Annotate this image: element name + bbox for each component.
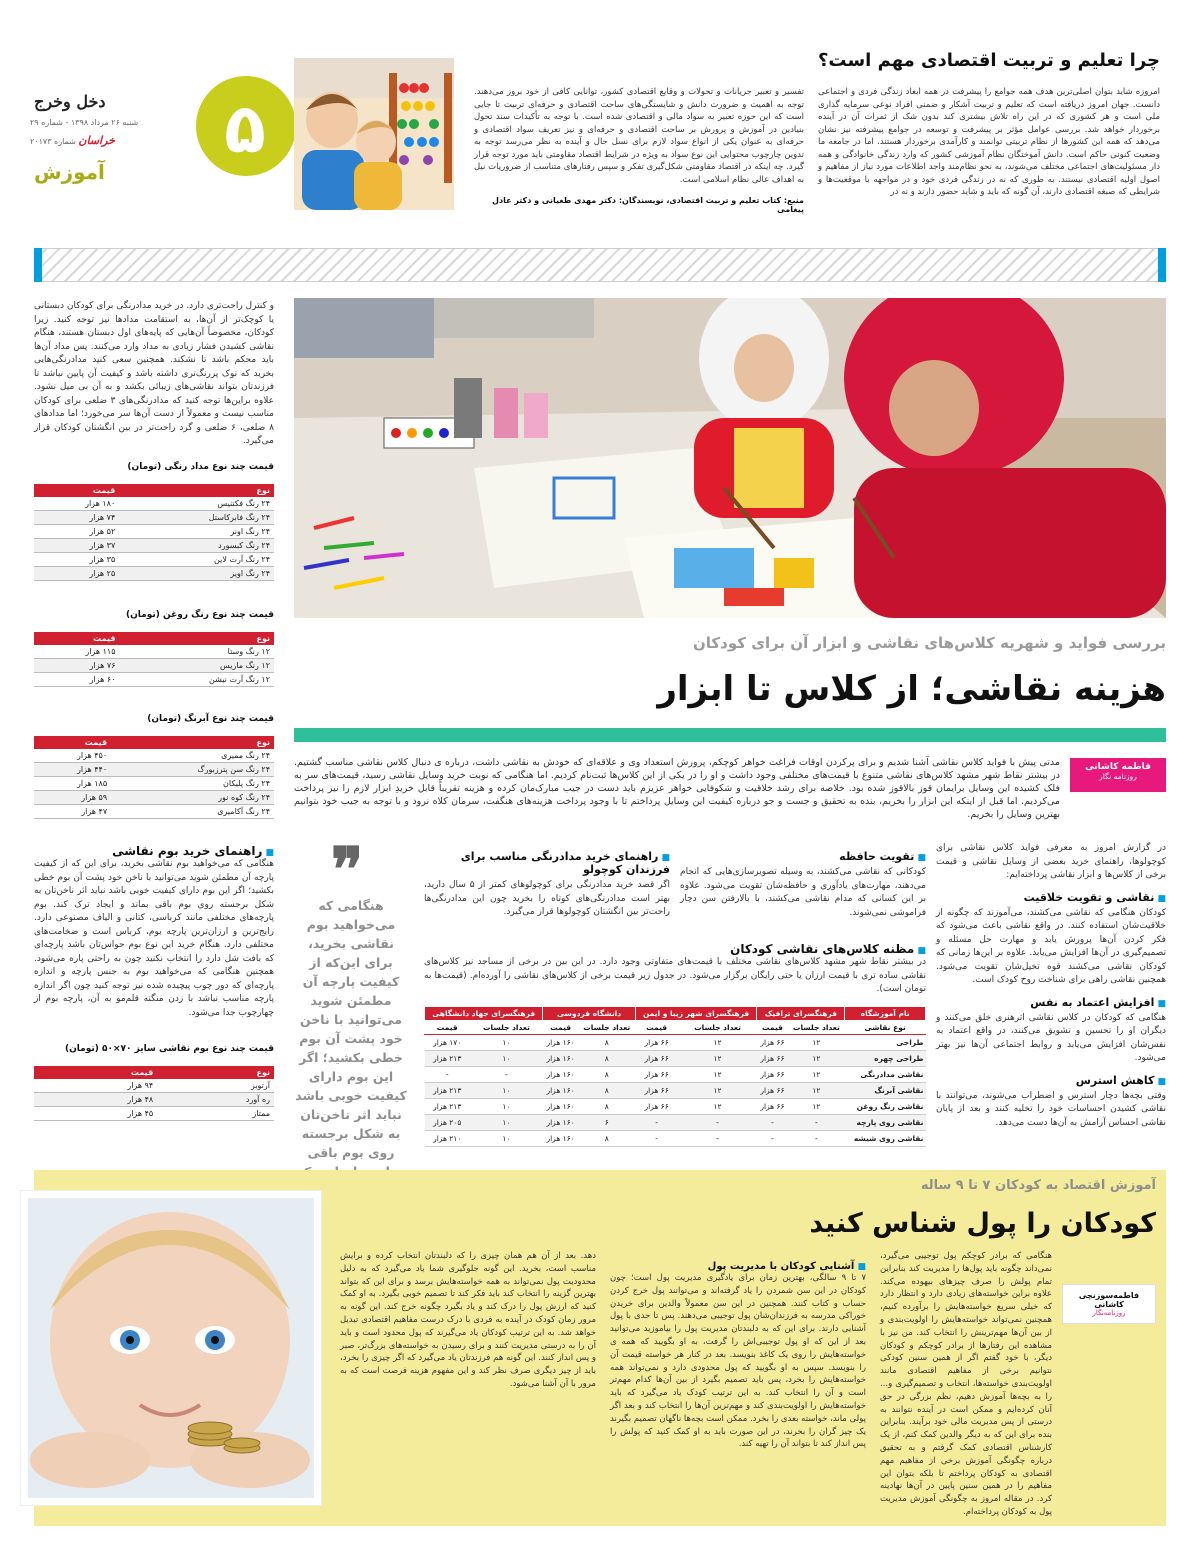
table-cell: -: [757, 1115, 788, 1131]
table-cell: -: [678, 1131, 757, 1147]
column-header: تعداد جلسات: [678, 1021, 757, 1035]
table-cell: -: [425, 1067, 470, 1083]
table-cell: ۱۶۰ هزار: [543, 1131, 578, 1147]
table-cell: -: [757, 1131, 788, 1147]
table-row: [425, 1051, 926, 1067]
table-row: [34, 553, 274, 567]
table-cell: طراحی: [845, 1035, 926, 1051]
table-cell: ۲۵ هزار: [34, 567, 119, 581]
table-cell: -: [470, 1067, 543, 1083]
table-cell: ۲۴ رنگ کبسورد: [119, 539, 274, 553]
section-title: آموزش: [34, 160, 105, 184]
table-cell: ۱۶۰ هزار: [543, 1067, 578, 1083]
column-header: تعداد جلسات: [470, 1021, 543, 1035]
subheading: ■ افزایش اعتماد به نفس: [936, 996, 1166, 1009]
table-cell: ۲۱۰ هزار: [425, 1131, 470, 1147]
table-row: [34, 763, 274, 777]
main-title: هزینه نقاشی؛ از کلاس تا ابزار: [657, 669, 1166, 709]
canvas-table-wrap: [34, 1066, 274, 1121]
paragraph: در گزارش امروز به معرفی فواید کلاس نقاشی برای کوچولوها، راهنمای خرید بعضی از وسایل نقاشی و قیمت برخی از کلاس‌ها و ابزار نقاشی پرداخته‌ایم:: [936, 843, 1166, 880]
paragraph: هنگامی که کودکان در کلاس نقاشی اثرهنری خلق می‌کنند و دیگران او را تحسین و تشویق می‌کنند، در واقع اعتماد به نفس‌شان افزایش می‌یابد و روابط اجتماعی آن‌ها نیز بهتر می‌شود.: [936, 1012, 1166, 1063]
column-group-header: فرهنگسرای جهاد دانشگاهی: [425, 1007, 543, 1021]
table-cell: نقاشی رنگ روغن: [845, 1099, 926, 1115]
watercolor-table: [34, 736, 274, 819]
table-row: [425, 1115, 926, 1131]
main-col-right: [936, 842, 1166, 1130]
table-cell: ۱۸۵ هزار: [34, 777, 111, 791]
paragraph: وقتی بچه‌ها دچار استرس و اضطراب می‌شوند، می‌توانند با نقاشی کشیدن احساسات خود را تخلیه کنند و بعد از پایان نقاشی احساس آرامش به آن‌ها دست می‌دهد.: [936, 1090, 1166, 1128]
canvas-heading: [34, 840, 274, 859]
bottom-author-role: روزنامه‌نگار: [1092, 1309, 1126, 1317]
table-cell: طراحی چهره: [845, 1051, 926, 1067]
table-cell: ۱۲: [788, 1099, 845, 1115]
table-row: [34, 1107, 274, 1121]
table-cell: ۲۴ رنگ فکتنیس: [119, 497, 274, 511]
table-cell: ۷۶ هزار: [34, 659, 119, 673]
table-cell: ۲۴ رنگ ممیری: [111, 749, 274, 763]
table-row: [425, 1067, 926, 1083]
watercolor-table-wrap: [34, 736, 274, 819]
table-cell: ۱۲: [788, 1051, 845, 1067]
bottom-kicker: آموزش اقتصاد به کودکان ۷ تا ۹ ساله: [920, 1178, 1156, 1193]
table-cell: ۱۸۰ هزار: [34, 497, 119, 511]
table-cell: ۱۲: [678, 1035, 757, 1051]
table-row: [34, 791, 274, 805]
table-cell: ۲۴ رنگ آرت لاین: [119, 553, 274, 567]
pull-quote: هنگامی که می‌خواهید بوم نقاشی بخرید، برای این‌که از کیفیت پارچه آن مطمئن شوید می‌توانید با ناخن خود پشت آن بوم خطی بکشید؛ اگر این بوم دارای کیفیت خوبی باشد نباید اثر ناخن‌تان به شکل برجسته روی بوم باقی: [295, 898, 407, 1160]
column-group-header: فرهنگسرای ترافیک: [757, 1007, 845, 1021]
table-cell: ۱۲: [788, 1067, 845, 1083]
table-cell: آرتوبز: [157, 1079, 274, 1093]
bottom-col3: دهد. بعد از آن هم همان چیزی را که دلبندتان انتخاب کرده و برایش مناسب است، بخرید. این گونه جلوگیری شما یاد می‌گیرد که به دلیل محدودیت پول نمی‌تواند به همه خواسته‌هایش برسد و برای این که بتواند بهترین گزینه را انتخاب کند باید فکر کند تا تصمیم خوبی بگیرد. به او کمک کنید که ارزش پول را درک کند و یاد بگیرد چگونه خرج کند. این گونه به مرور زمان کودک در آینده به فردی با درک درست مفاهیم اقتصادی تبدیل خواهد شد. به این ترتیب کودکان یاد می‌گیرند که پول محدود است و باید آن را به درستی مدیریت کنند و برای رسیدن به خواسته‌های بزرگ‌تر، صبر و پس انداز کنند. این گونه هم فرزندتان یاد می‌گیرد که اگر چیزی را بخرد، باید از چیز دیگری صرف نظر کند و این مفهوم هزینه فرصت است که به مرور با آن آشنا می‌شود.: [340, 1251, 596, 1389]
main-kicker: بررسی فواید و شهریه کلاس‌های نقاشی و ابزار آن برای کودکان: [692, 634, 1166, 652]
teal-rule: [294, 728, 1166, 742]
table-row: [34, 567, 274, 581]
paper-number-text: شماره ۲۰۱۷۳: [30, 137, 76, 146]
pencil-col-price: قیمت: [34, 484, 119, 497]
table-cell: ۵۲ هزار: [34, 525, 119, 539]
table-row: [34, 805, 274, 819]
canvas-table-title: قیمت چند نوع بوم نقاشی سایز ۷۰×۵۰ (تومان): [64, 1044, 274, 1054]
table-cell: ۸: [578, 1067, 635, 1083]
table-cell: ۱۶۰ هزار: [543, 1051, 578, 1067]
canvas-table: [34, 1066, 274, 1121]
classes-intro: در بیشتر نقاط شهر مشهد کلاس‌های نقاشی مختلف با قیمت‌های متفاوتی وجود دارد. در این بین در برخی از مساجد نیز کلاس‌های نقاشی ساده تری با قیمت ارزان یا حتی رایگان برگزار می‌شود. در جدول زیر قیمت برخی از کلاس‌های نقاشی را آورده‌ام. (قیمت‌ها به تومان است).: [424, 957, 926, 994]
canvas-col-price: قیمت: [34, 1066, 157, 1079]
column-header: قیمت: [425, 1021, 470, 1035]
top-article-title: چرا تعلیم و تربیت اقتصادی مهم است؟: [817, 50, 1160, 71]
top-article-source: منبع: کتاب تعلیم و تربیت اقتصادی، نویسندگان: دکتر مهدی طغیانی و دکتر عادل پیغامی: [492, 196, 804, 214]
table-cell: ۱۲: [788, 1035, 845, 1051]
oil-col-price: قیمت: [34, 632, 119, 645]
bottom-col2: ۷ تا ۹ سالگی، بهترین زمان برای یادگیری مدیریت پول است؛ چون کودکان در این سن شمردن را یاد گرفته‌اند و می‌توانند پول خرج کردن حساب و کتاب کنند. همچنین در این سن معمولاً والدین برای خریدن خوراکی مدرسه به فرزندان‌شان پول توجیبی می‌دهند. پس تا حدی با پول آشنایی دارند. برای این که به دلبندتان مدیریت پول را بیاموزید می‌توانید بعد از این که او پول توجیبی‌اش را گرفت، به او بگویید که همه ی خواسته‌هایش را روی یک کاغذ بنویسد. بعد در کنار هر خواسته قیمت آن را بنویسد. سپس به او بگویید که پول محدودی دارد و نمی‌تواند همه خواسته‌هایش را بخرد، پس باید تصمیم بگیرد از بین آن‌ها کدام مهم‌تر است و آن را انتخاب کند. به این ترتیب کودک یاد می‌گیرد که باید خواسته‌هایش را اولویت‌بندی کند و مهم‌ترین آن‌ها را انتخاب کند و بعد اگر پولی ماند، خواسته بعدی را بخرد. ممکن است بچه‌ها ناگهان تصمیم بگیرند یک چیز گران را بخرند، در این صورت باید به او کمک کنید که پولش را پس انداز کند تا بتواند آن را تهیه کند.: [610, 1273, 867, 1450]
table-cell: ۴۵ هزار: [34, 1107, 157, 1121]
table-cell: ۱۰: [470, 1035, 543, 1051]
table-cell: -: [635, 1115, 678, 1131]
pencil-table-wrap: [34, 484, 274, 581]
column-header: قیمت: [757, 1021, 788, 1035]
table-cell: ۵۹ هزار: [34, 791, 111, 805]
canvas-heading-text: ■ راهنمای خرید بوم نقاشی: [112, 844, 274, 858]
oil-col-type: نوع: [119, 632, 274, 645]
table-cell: ۱۲: [678, 1051, 757, 1067]
left-intro: و کنترل راحت‌تری دارد. در خرید مدادرنگی برای کودکان دبستانی یا کوچک‌تر از آن‌ها، به استقامت مدادها نیز توجه کنید. زیرا کودکان، مخصوصاً آن‌هایی که پایه‌های اول دبستان هستند، هنگام نقاشی کشیدن فشار زیادی به مداد وارد می‌کنند. پس مداد آن‌ها باید محکم باشد تا نشکند. همچنین سعی کنید مدادرنگی‌هایی بخرید که نوک پررنگ‌تری داشته باشد و کیفیت آن پایین نباشد تا فرزندتان بتواند نقاشی‌های زیبائی بکشد و به آن بی میل نشود. علاوه براین‌ها توجه کنید که مدادرنگی‌های ۳ ضلعی برای کودکان مناسب نیست و معمولاً از دست آن‌ها سر می‌خورد؛ اما مدادهای ۸ ضلعی، ۶ ضلعی و گرد راحت‌تر در بین انگشتان کودکان قرار می‌گیرد.: [34, 301, 274, 446]
paper-number: [30, 134, 180, 147]
column-header: تعداد جلسات: [578, 1021, 635, 1035]
table-row: [34, 511, 274, 525]
issue-date: شنبه ۲۶ مرداد ۱۳۹۸ - شماره ۲۹: [30, 118, 139, 127]
watercolor-col-price: قیمت: [34, 736, 111, 749]
table-cell: ۶: [578, 1115, 635, 1131]
subheading: ■ نقاشی و تقویت خلاقیت: [936, 891, 1166, 904]
table-cell: ۱۲: [678, 1067, 757, 1083]
table-cell: ۱۰: [470, 1083, 543, 1099]
table-cell: ۲۴ رنگ اویز: [119, 567, 274, 581]
table-cell: ۸: [578, 1131, 635, 1147]
table-row: [34, 525, 274, 539]
table-cell: ۱۲: [788, 1083, 845, 1099]
classes-table: [424, 1006, 926, 1147]
watercolor-col-type: نوع: [111, 736, 274, 749]
table-row: [34, 539, 274, 553]
author-box: [1070, 758, 1166, 792]
classes-heading-text: ■ مظنه کلاس‌های نقاشی کودکان: [730, 942, 926, 956]
table-cell: ۲۰۵ هزار: [425, 1115, 470, 1131]
table-cell: ۱۲ رنگ آرت نیشن: [119, 673, 274, 687]
table-cell: ۶۶ هزار: [757, 1099, 788, 1115]
table-cell: ۶۶ هزار: [635, 1051, 678, 1067]
table-cell: ۱۲: [678, 1083, 757, 1099]
table-cell: ۸: [578, 1051, 635, 1067]
table-cell: -: [678, 1115, 757, 1131]
watercolor-table-title: قیمت چند نوع آبرنگ (تومان): [147, 714, 274, 724]
table-cell: ۳۵ هزار: [34, 553, 119, 567]
quote-icon: ❞: [330, 835, 364, 905]
table-row: [34, 673, 274, 687]
table-cell: ۶۶ هزار: [757, 1083, 788, 1099]
table-cell: ۱۱۵ هزار: [34, 645, 119, 659]
table-cell: ۲۴ رنگ پلیکان: [111, 777, 274, 791]
table-cell: ۱۲: [678, 1099, 757, 1115]
table-row: [425, 1099, 926, 1115]
subheading: ■ راهنمای خرید مدادرنگی مناسب برای فرزندان کوچولو: [424, 850, 670, 876]
bottom-author-box: [1062, 1284, 1156, 1324]
table-cell: ۳۷ هزار: [34, 539, 119, 553]
divider-cap-right: [1158, 248, 1166, 282]
bottom-col2-heading: [610, 1254, 866, 1273]
table-cell: ۶۶ هزار: [635, 1083, 678, 1099]
main-col-mid1: [680, 842, 926, 920]
table-cell: ۲۱۳ هزار: [425, 1083, 470, 1099]
table-row: [425, 1035, 926, 1051]
table-cell: ۲۱۳ هزار: [425, 1099, 470, 1115]
table-cell: ۸: [578, 1083, 635, 1099]
table-row: [34, 1079, 274, 1093]
table-cell: ۱۲ رنگ ماریس: [119, 659, 274, 673]
table-cell: ۱۰: [470, 1099, 543, 1115]
author-role: روزنامه نگار: [1099, 772, 1137, 781]
table-cell: ۱۶۰ هزار: [543, 1115, 578, 1131]
top-section: [0, 0, 1200, 240]
oil-table-title: قیمت چند نوع رنگ روغن (تومان): [125, 610, 274, 620]
canvas-col-type: نوع: [157, 1066, 274, 1079]
table-cell: نقاشی آبرنگ: [845, 1083, 926, 1099]
table-cell: ۶۶ هزار: [757, 1051, 788, 1067]
paragraph: کودکانی که نقاشی می‌کشند، به وسیله تصویرسازی‌هایی که انجام می‌دهند، مهارت‌های یادآوری و حافظه‌شان تقویت می‌شود. علاوه بر این کسانی که مدام نقاشی می‌کشند، با بالارفتن سن دچار فراموشی نمی‌شوند.: [680, 867, 926, 918]
table-cell: ره آورد: [157, 1093, 274, 1107]
column-header: تعداد جلسات: [788, 1021, 845, 1035]
bottom-title: کودکان را پول شناس کنید: [809, 1208, 1156, 1239]
section-brand: دخل وخرج: [34, 92, 106, 111]
table-row: [425, 1131, 926, 1147]
table-cell: ممتاز: [157, 1107, 274, 1121]
column-group-header: فرهنگسرای شهر زیبا و ایمن: [635, 1007, 757, 1021]
divider-cap-left: [34, 248, 42, 282]
table-cell: ۲۴ رنگ آکامیری: [111, 805, 274, 819]
top-article-col1: امروزه شاید بتوان اصلی‌ترین هدف همه جوامع را پیشرفت در همه ابعاد زندگی فردی و اجتماعی دانست. جهان امروز دریافته است که تعلیم و تربیت آشکار و ضمنی افراد نوعی سرمایه گذاری ملی است و هر کشوری که در این راه تلاش بیشتری کند بدون شک از ثمرات آن در آینده برخوردار خواهد شد. بررسی عوامل مؤثر بر پیشرفت و توسعه در جوامع پیشرفته نیز نشان می‌دهد که همه این کشورها از نظام تربیتی توانمند و کارآمدی برخوردار هستند. اما در جامعه ما وضعیت کنونی حاکم است. دانش آموختگان نظام آموزشی کشور که وارد زندگی خانوادگی و همه دار مسئولیت‌های اجتماعی مختلف می‌شوند، به نحو نظام‌مند واجد اطلاعات مورد نیاز از مفاهیم و اصول اولیه اقتصادی نیستند. به طوری که نه در زندگی فردی خود و در مواجهه با موقعیت‌ها و شرایطی که صبغه اقتصادی دارند، آن گونه که باید و شاید حضور دارند و نه در: [818, 87, 1160, 197]
bottom-col1: هنگامی که برادر کوچکم پول توجیبی می‌گیرد، نمی‌داند چگونه باید پول‌ها را مدیریت کند بنابراین تمام پولش را صرف چیزهای بیهوده می‌کند. علاوه براین خواسته‌های زیادی دارد و انتظار دارد که خیلی سریع خواسته‌هایش را برآورده کنیم، همچنین نمی‌تواند خواسته‌هایش را اولویت‌بندی و از بین آن‌ها مهم‌ترینش را انتخاب کند. من نیز با مشاهده این رفتارها از برادر کوچکم و کودکان دیگر، با خود گفتم اگر از همین سنین کودکی نتوانیم برخی از مفاهیم اقتصادی مانند اولویت‌بندی خواسته‌ها، انتخاب و تصمیم‌گیری و... را به بچه‌ها آموزش دهیم، نظم بزرگی در حق آنان کرده‌ایم و ممکن است در آینده نتوانند به درستی از پس مدیریت مالی خود برآیند. بنابراین بنده برای این که به دیگر والدین کمک کنم، از یک کارشناس اقتصادی کمک گرفتم و به تحقیق درباره چگونگی آموزش برخی از مفاهیم مهم اقتصادی به کودکان پرداختم تا بلکه بتوان این مفاهیم را در همین سنین پایین در آن‌ها نهادینه کرد. در مقاله امروز به چگونگی آموزش مدیریت پول به کودکان پرداخته‌ام.: [880, 1251, 1052, 1517]
subheading: ■ تقویت حافظه: [680, 850, 926, 863]
pencil-col-type: نوع: [119, 484, 274, 497]
column-group-header: نام آموزشگاه: [845, 1007, 926, 1021]
table-cell: ۶۶ هزار: [635, 1099, 678, 1115]
table-cell: ۶۶ هزار: [757, 1067, 788, 1083]
oil-table-wrap: [34, 632, 274, 687]
table-cell: ۴۵۰ هزار: [34, 749, 111, 763]
table-cell: ۲۴ رنگ اونر: [119, 525, 274, 539]
pencil-table-title: قیمت چند نوع مداد رنگی (تومان): [127, 462, 274, 472]
table-cell: ۴۴۰ هزار: [34, 763, 111, 777]
table-row: [34, 497, 274, 511]
subheading: ■ کاهش استرس: [936, 1074, 1166, 1087]
table-cell: نقاشی روی پارچه: [845, 1115, 926, 1131]
table-row: [34, 659, 274, 673]
table-cell: ۱۶۰ هزار: [543, 1083, 578, 1099]
table-cell: ۸: [578, 1035, 635, 1051]
table-cell: ۴۸ هزار: [34, 1093, 157, 1107]
table-cell: ۶۰ هزار: [34, 673, 119, 687]
classes-heading: [424, 938, 926, 957]
paragraph: کودکان هنگامی که نقاشی می‌کشند، می‌آموزند که چگونه از خلاقیت‌شان استفاده کنند. در واقع نقاشی باعث می‌شود که فکر کردن آن‌ها پرورش یابد و مهارت حل مسئله و تصمیم‌گیری در آن‌ها افزایش می‌یابد. علاوه بر این‌ها زمانی که کودکان نقاشی می‌کشند قوه تخیل‌شان تقویت می‌شود. همچنین نقاشی راهی برای شناخت روح کودک است.: [936, 907, 1166, 985]
table-cell: ۱۰: [470, 1131, 543, 1147]
table-cell: -: [635, 1131, 678, 1147]
classes-table-wrap: [424, 1006, 926, 1147]
table-cell: ۹۴ هزار: [34, 1079, 157, 1093]
canvas-text: هنگامی که می‌خواهید بوم نقاشی بخرید، برای این که از کیفیت پارچه آن مطمئن شوید می‌توانید با ناخن خود پشت آن بوم خطی بکشید؛ اگر این بوم دارای کیفیت خوبی باشد نباید اثر ناخن‌تان به شکل برجسته روی بوم باقی بماند و ایجاد ترک کند. بوم پارچه‌های مختلفی مانند کرباسی، کتانی و الیاف مصنوعی دارد. رایج‌ترین و ارزان‌ترین پارچه بوم، کرباس است و ضخامت‌های مختلفی دارد. هنگام خرید این نوع بوم حواس‌تان باشد پارچه‌ای که بافت شل دارد را انتخاب نکنید چون به راحتی پاره می‌شود. همچنین هنگامی که می‌خواهید بوم به جنس پارچه و اندازه پارچه‌ای که دور چوب پیچیده شده نیز توجه کنید چون اگر اندازه پارچه مناسب نباشد با زدن منگنه قلم‌مو به آن، پارچه بوم از چهارچوب جدا می‌شود.: [34, 859, 274, 1018]
paper-name: خراسان: [78, 134, 115, 147]
table-row: [34, 1093, 274, 1107]
top-article-col2: تفسیر و تعبیر جریانات و تحولات و وقایع اقتصادی کشور، توانایی کافی از خود بروز می‌دهند. توجه به اهمیت و ضرورت دانش و شایستگی‌های ساحت اقتصادی و حرفه‌ای تربیت تا جایی است که این حوزه تعبیر به سواد مالی و اقتصادی شده است. با توجه به تأکیدات سند تحول بنیادین در آموزش و پرورش بر ساحت اقتصادی و حرفه‌ای و نیز تعریف سواد اقتصادی و حرفه‌ای به عنوان یکی از انواع سواد لازم برای نسل حال و آینده به نظر می‌رسد توجه به تدوین چارچوب محتوایی این نوع سواد به ویژه در شرایط اقتصاد مقاومتی باید مورد توجه قرار گیرد. چه اینکه در اقتصاد مقاومتی شکل‌گیری تفکر و سپس رفتارهای متناسب از ضروریات نیل به اهداف عالی نظام اسلامی است.: [474, 87, 804, 185]
table-row: [425, 1083, 926, 1099]
column-header: نوع نقاشی: [845, 1021, 926, 1035]
table-row: [34, 749, 274, 763]
table-cell: ۸: [578, 1099, 635, 1115]
table-cell: ۶۶ هزار: [635, 1035, 678, 1051]
table-row: [34, 777, 274, 791]
pencil-table: [34, 484, 274, 581]
bottom-photo: [20, 1190, 322, 1506]
table-cell: ۷۴ هزار: [34, 511, 119, 525]
table-cell: ۲۴ رنگ فابرکاستل: [119, 511, 274, 525]
main-photo: [294, 298, 1166, 618]
main-col-mid2: [424, 842, 670, 920]
table-cell: نقاشی مدادرنگی: [845, 1067, 926, 1083]
top-photo: [294, 58, 454, 210]
table-cell: ۱۷۰ هزار: [425, 1035, 470, 1051]
table-cell: ۶۶ هزار: [635, 1067, 678, 1083]
hatched-divider: [34, 248, 1166, 282]
table-cell: ۲۱۳ هزار: [425, 1051, 470, 1067]
table-cell: نقاشی روی شیشه: [845, 1131, 926, 1147]
table-cell: ۱۲ رنگ وستا: [119, 645, 274, 659]
main-lead: مدتی پیش با فواید کلاس نقاشی آشنا شدیم و برای پرکردن اوقات فراغت خواهر کوچکم، پرورش استعداد وی و علاقه‌ای که خودش به نقاشی داشت، درباره ی دنبال کلاس نقاشی مناسب گشتیم. در بیشتر نقاط شهر مشهد کلاس‌های نقاشی متنوع با قیمت‌های مختلفی وجود داشت و او را در یکی از این کلاس‌ها ثبت‌نام کردیم. اما هنگامی که نوبت خرید وسایل نقاشی رسید، قیمت‌های سر به فلک کشیده این وسایل برایمان قوز بالاقوز شده بود. خلاصه برای رشد خلاقیت و شکوفایی خواهر عزیزم باید دست در جیب مبارک‌مان کرده و هزینه تقریباً قابل خریدِ ابزار لازم را نیز پرداخت می‌کردیم. اما قبل از اینکه این ابزار را بخریم، بنده به تحقیق و جست و جو درباره کیفیت این وسایل پرداختم تا با وجود پرداخت هزینه‌های هنگفت، سرمان کلاه نرود و با توجه به جیب خود بتوانیم بهترین وسایل را بخریم.: [294, 757, 1060, 820]
table-cell: ۱۶۰ هزار: [543, 1099, 578, 1115]
table-cell: ۲۴ رنگ کوه نور: [111, 791, 274, 805]
table-cell: ۴۷ هزار: [34, 805, 111, 819]
author-name: فاطمه کاشانی: [1085, 762, 1151, 772]
table-cell: -: [788, 1131, 845, 1147]
table-cell: ۲۴ رنگ سن پترزبورگ: [111, 763, 274, 777]
paragraph: اگر قصد خرید مدادرنگی برای کوچولوهای کمتر از ۵ سال دارید، بهتر است مدادرنگی‌های کوتاه را بخرید چون این مدادرنگی‌ها راحت‌تر بین انگشتان کوچولوها قرار می‌گیرد.: [424, 880, 670, 917]
oil-table: [34, 632, 274, 687]
table-cell: ۱۰: [470, 1115, 543, 1131]
page-number: ۵: [224, 90, 266, 169]
table-row: [34, 645, 274, 659]
table-cell: ۶۶ هزار: [757, 1035, 788, 1051]
table-cell: ۱۰: [470, 1051, 543, 1067]
bottom-author-name: فاطمه‌سوزنچی کاشانی: [1078, 1291, 1140, 1309]
column-header: قیمت: [543, 1021, 578, 1035]
table-cell: ۱۶۰ هزار: [543, 1035, 578, 1051]
bottom-col2-heading-text: ■ آشنایی کودکان با مدیریت پول: [708, 1261, 866, 1272]
table-cell: -: [788, 1115, 845, 1131]
column-header: قیمت: [635, 1021, 678, 1035]
column-group-header: دانشگاه فردوسی: [543, 1007, 635, 1021]
